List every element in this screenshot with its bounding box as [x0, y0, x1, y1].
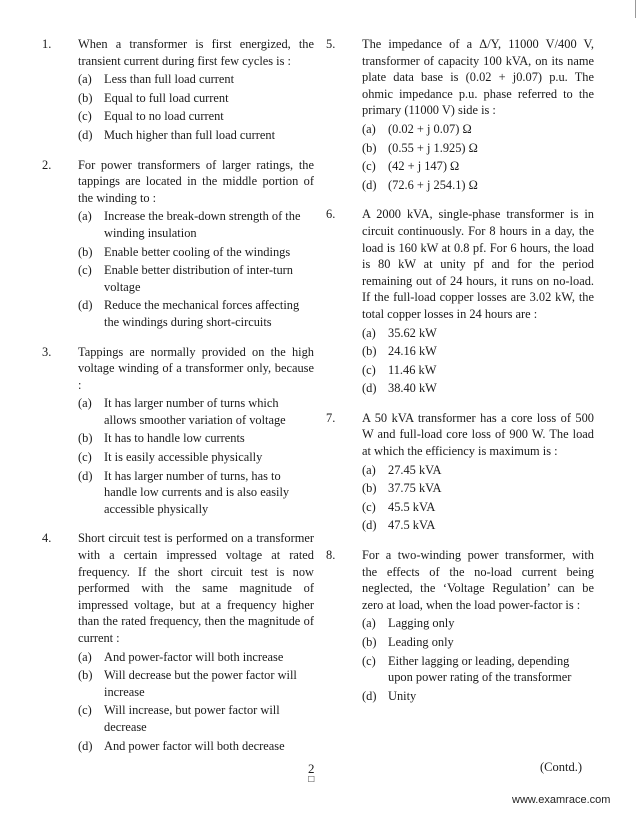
option-d: [78, 127, 314, 144]
option-d: [362, 688, 594, 705]
option-c: [78, 108, 314, 125]
option-text: Reduce the mechanical forces affecting the windings during short-circuits: [104, 298, 300, 329]
option-label: (b): [362, 344, 377, 359]
option-text: (0.02 + j 0.07) Ω: [388, 121, 472, 136]
option-b: [78, 430, 314, 447]
option-d: [362, 380, 594, 397]
question-stem: A 2000 kVA, single-phase transformer is in circuit continuously. For 8 hours in a day, the load is 160 kW at 0.8 pf. For 6 hours, the load is 80 kW at unity pf and for the period remaining out of 24 hours, it runs on no-load. If the full-load copper losses are 3.02 kW, the total copper losses in 24 hours are :: [362, 207, 594, 321]
option-text: It has larger number of turns, has to handle low currents and is also easily accessible physically: [104, 468, 290, 516]
option-c: [78, 449, 314, 466]
option-label: (d): [78, 738, 93, 753]
question-stem: For power transformers of larger ratings, the tappings are located in the middle portion of the winding to :: [78, 157, 314, 205]
option-a: [78, 71, 314, 88]
question-4: [42, 530, 314, 754]
option-d: [78, 297, 314, 330]
option-label: (a): [362, 325, 376, 340]
option-label: (c): [78, 109, 92, 124]
option-c: [362, 158, 594, 175]
question-6: [326, 206, 594, 397]
option-label: (d): [362, 177, 377, 192]
option-text: Enable better distribution of inter-turn voltage: [104, 263, 293, 294]
option-label: (b): [78, 90, 93, 105]
question-number: 2.: [42, 157, 52, 172]
option-text: It has larger number of turns which allows smoother variation of voltage: [104, 396, 286, 427]
option-text: Unity: [388, 688, 417, 703]
option-b: [362, 634, 594, 651]
page-number: [308, 762, 315, 785]
question-7: [326, 410, 594, 534]
page-edge-mark: [635, 0, 636, 18]
question-number: 7.: [326, 410, 336, 425]
option-text: 47.5 kVA: [388, 518, 436, 533]
option-label: (a): [362, 616, 376, 631]
option-a: [78, 208, 314, 241]
page-number-mark: □: [308, 774, 315, 785]
option-text: (72.6 + j 254.1) Ω: [388, 177, 478, 192]
option-label: (a): [362, 121, 376, 136]
option-label: (a): [78, 72, 92, 87]
option-a: [362, 121, 594, 138]
option-d: [78, 468, 314, 518]
option-label: (d): [78, 468, 93, 483]
option-label: (b): [78, 431, 93, 446]
option-label: (c): [362, 159, 376, 174]
option-label: (a): [362, 462, 376, 477]
page-number-text: 2: [308, 761, 315, 776]
option-label: (c): [362, 362, 376, 377]
option-text: Leading only: [388, 635, 454, 649]
question-8: [326, 547, 594, 704]
option-text: Much higher than full load current: [104, 127, 276, 142]
watermark-url: www.examrace.com: [512, 794, 611, 806]
right-column: [326, 36, 594, 717]
question-1: [42, 36, 314, 144]
option-text: (0.55 + j 1.925) Ω: [388, 140, 478, 155]
option-a: [362, 325, 594, 342]
option-b: [78, 244, 314, 261]
question-number: 4.: [42, 531, 52, 546]
option-label: (b): [78, 668, 93, 683]
option-b: [78, 90, 314, 107]
option-text: 38.40 kW: [388, 381, 437, 396]
option-text: Less than full load current: [104, 72, 235, 87]
option-label: (d): [362, 381, 377, 396]
option-a: [78, 395, 314, 428]
option-text: And power-factor will both increase: [104, 649, 284, 664]
option-a: [362, 615, 594, 632]
question-2: [42, 157, 314, 331]
question-number: 8.: [326, 548, 336, 563]
option-label: (a): [78, 649, 92, 664]
option-text: Will decrease but the power factor will increase: [104, 668, 297, 699]
option-text: 37.75 kVA: [388, 481, 442, 496]
option-label: (d): [78, 298, 93, 313]
option-label: (b): [362, 635, 377, 649]
option-text: Will increase, but power factor will decrease: [104, 703, 280, 734]
option-label: (c): [362, 499, 376, 514]
option-label: (b): [362, 140, 377, 155]
option-d: [362, 517, 594, 534]
option-c: [362, 362, 594, 379]
option-d: [78, 738, 314, 755]
option-c: [78, 262, 314, 295]
question-stem: Short circuit test is performed on a transformer with a certain impressed voltage at rated frequency. If the short circuit test is now performed with the same magnitude of impressed voltage, but at a frequency higher than the rated frequency, then the magnitude of current :: [78, 531, 314, 645]
option-text: Either lagging or leading, depending upon power rating of the transformer: [388, 653, 572, 685]
question-3: [42, 344, 314, 518]
option-c: [362, 499, 594, 516]
option-b: [362, 140, 594, 157]
option-label: (c): [362, 653, 376, 668]
option-label: (d): [78, 127, 93, 142]
option-text: Increase the break-down strength of the winding insulation: [104, 209, 301, 240]
option-text: 45.5 kVA: [388, 499, 436, 514]
option-text: And power factor will both decrease: [104, 738, 285, 753]
option-b: [362, 480, 594, 497]
question-number: 5.: [326, 37, 336, 51]
option-text: 27.45 kVA: [388, 462, 442, 477]
option-label: (d): [362, 688, 377, 703]
option-text: It has to handle low currents: [104, 431, 245, 446]
option-label: (d): [362, 518, 377, 533]
option-text: 11.46 kW: [388, 362, 437, 377]
option-label: (b): [362, 481, 377, 496]
question-stem: For a two-winding power transformer, with the effects of the no-load current being neglected, the ‘Voltage Regulation’ can be zero at load, when the load power-factor is :: [362, 548, 594, 612]
option-text: 24.16 kW: [388, 344, 437, 359]
option-text: It is easily accessible physically: [104, 450, 263, 465]
option-text: Equal to full load current: [104, 90, 229, 105]
option-label: (c): [78, 263, 92, 278]
option-label: (c): [78, 703, 92, 718]
question-number: 1.: [42, 37, 52, 51]
option-a: [362, 462, 594, 479]
option-label: (a): [78, 396, 92, 411]
continued-label: (Contd.): [540, 760, 583, 774]
question-number: 3.: [42, 344, 52, 359]
question-5: [326, 36, 594, 193]
question-number: 6.: [326, 207, 336, 222]
option-text: Enable better cooling of the windings: [104, 244, 291, 259]
option-label: (c): [78, 450, 92, 465]
option-c: [78, 702, 314, 735]
question-stem: Tappings are normally provided on the high voltage winding of a transformer only, because :: [78, 344, 314, 392]
question-stem: A 50 kVA transformer has a core loss of 500 W and full-load core loss of 900 W. The load at which the efficiency is maximum is :: [362, 410, 594, 459]
option-text: (42 + j 147) Ω: [388, 159, 460, 174]
option-d: [362, 177, 594, 194]
option-b: [362, 343, 594, 360]
option-label: (a): [78, 209, 92, 224]
option-text: 35.62 kW: [388, 325, 437, 340]
question-stem: When a transformer is first energized, the transient current during first few cycles is :: [78, 37, 314, 68]
option-text: Equal to no load current: [104, 109, 224, 124]
option-text: Lagging only: [388, 616, 455, 631]
question-stem: The impedance of a Δ/Y, 11000 V/400 V, transformer of capacity 100 kVA, on its name plate data base is (0.02 + j0.07) p.u. The ohmic impedance p.u. phase referred to the primary (11000 V) side is :: [362, 37, 594, 118]
option-label: (b): [78, 244, 93, 259]
option-a: [78, 649, 314, 666]
option-c: [362, 653, 594, 686]
option-b: [78, 667, 314, 700]
left-column: [42, 36, 314, 767]
